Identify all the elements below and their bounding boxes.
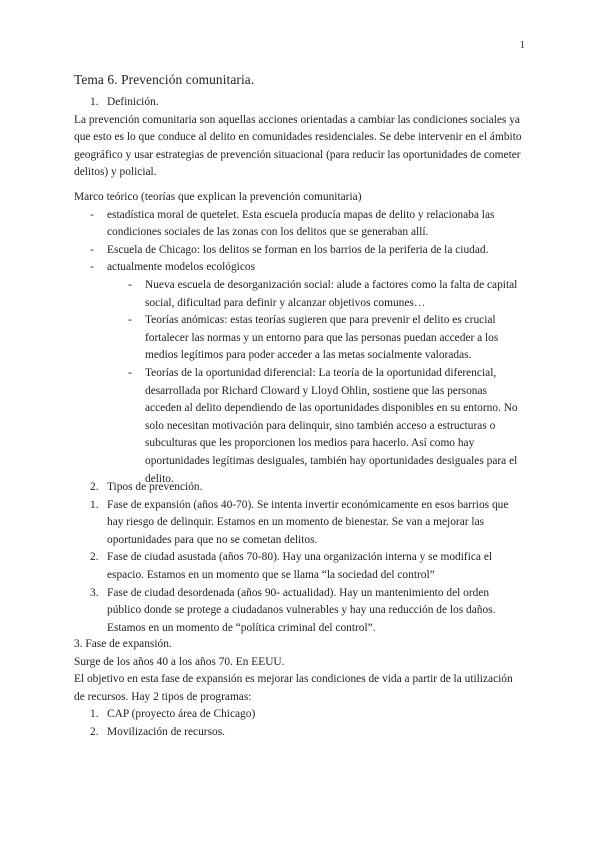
list-item-text: Fase de ciudad desordenada (años 90- actualidad). Hay un mantenimiento del orden público donde se protege a ciudadanos vulnerables y hay una reducción de los daños. Estamos en un momento de “política criminal del control”. [107, 586, 496, 634]
list-item-text: actualmente modelos ecológicos [107, 261, 256, 274]
list-item [74, 549, 526, 584]
expansion-line-1: Surge de los años 40 a los años 70. En EEUU. [74, 655, 285, 668]
heading-text: Definición. [107, 96, 159, 108]
sub-list-item [74, 312, 526, 365]
list-item [74, 207, 526, 242]
list-number: 3. [90, 586, 99, 599]
list-number: 2. [90, 725, 99, 738]
list-item-text: Fase de expansión (años 40-70). Se intenta invertir económicamente en esos barrios que hay riesgo de delinquir. Estamos en un momento de bienestar. Se van a mejorar las oportunidades para que no se cometan delitos. [107, 498, 509, 546]
section-prevention-types [74, 479, 526, 637]
section-heading-definition [74, 94, 526, 112]
list-item [74, 706, 526, 724]
section-theoretical-framework [74, 189, 526, 488]
dash-bullet: - [90, 243, 94, 256]
list-item [74, 724, 526, 742]
list-item-text: Fase de ciudad asustada (años 70-80). Hay una organización interna y se modifica el espacio. Estamos en un momento que se llama “la sociedad del control” [107, 551, 493, 581]
sub-list-item [74, 365, 526, 488]
list-number: 1. [90, 498, 99, 511]
list-item-text: Movilización de recursos. [107, 725, 225, 738]
list-item [74, 259, 526, 277]
sub-list-item-text: Teorías anómicas: estas teorías sugieren que para prevenir el delito es crucial fortalecer las normas y un entorno para que las personas puedan acceder a los medios legítimos para poder acceder a las metas socialmente valoradas. [145, 314, 499, 362]
dash-bullet: - [90, 208, 94, 221]
list-number: 2. [90, 481, 99, 493]
section-definition [74, 94, 526, 182]
section-expansion-phase [74, 636, 526, 742]
section-heading-expansion: 3. Fase de expansión. [74, 638, 172, 650]
list-number: 1. [90, 96, 99, 108]
sub-list-item-text: Nueva escuela de desorganización social: alude a factores como la falta de capital social, dificultad para definir y alcanzar objetivos comunes… [145, 278, 518, 309]
list-number: 2. [90, 551, 99, 564]
expansion-line-2: El objetivo en esta fase de expansión es mejorar las condiciones de vida a partir de la utilización de recursos. Hay 2 tipos de programas: [74, 673, 513, 703]
dash-bullet: - [128, 314, 132, 327]
list-item [74, 585, 526, 638]
document-title: Tema 6. Prevención comunitaria. [74, 72, 255, 87]
list-item [74, 497, 526, 550]
sub-list-item [74, 277, 526, 312]
dash-bullet: - [128, 278, 132, 291]
list-item-text: Escuela de Chicago: los delitos se forman en los barrios de la periferia de la ciudad. [107, 243, 489, 256]
sub-list-item-text: Teorías de la oportunidad diferencial: La teoría de la oportunidad diferencial, desarrollada por Richard Cloward y Lloyd Ohlin, sostiene que las personas acceden al delito dependiendo de las oportunidades disponibles en su entorno. No solo necesitan motivación para delinquir, sino también acceso a estructuras o subculturas que les proporcionen los medios para hacerlo. Así como hay oportunidades legítimas desiguales, también hay oportunidades desiguales para el delito. [145, 366, 518, 485]
definition-paragraph: La prevención comunitaria son aquellas acciones orientadas a cambiar las condiciones sociales ya que esto es lo que conduce al delito en comunidades residenciales. Se debe intervenir en el ámbito geográfico y usar estrategias de prevención situacional (para reducir las oportunidades de cometer delitos) y policial. [74, 113, 522, 179]
list-item-text: estadística moral de quetelet. Esta escuela producía mapas de delito y relacionaba las condiciones sociales de las zonas con los delitos que se generaban allí. [107, 208, 495, 239]
section-heading-types [74, 479, 526, 497]
page-number: 1 [519, 40, 525, 51]
dash-bullet: - [128, 366, 132, 379]
list-item-text: CAP (proyecto área de Chicago) [107, 708, 256, 721]
list-item [74, 242, 526, 260]
framework-heading: Marco teórico (teorías que explican la prevención comunitaria) [74, 191, 362, 203]
dash-bullet: - [90, 261, 94, 274]
heading-text: Tipos de prevención. [107, 481, 203, 493]
list-number: 1. [90, 708, 99, 721]
